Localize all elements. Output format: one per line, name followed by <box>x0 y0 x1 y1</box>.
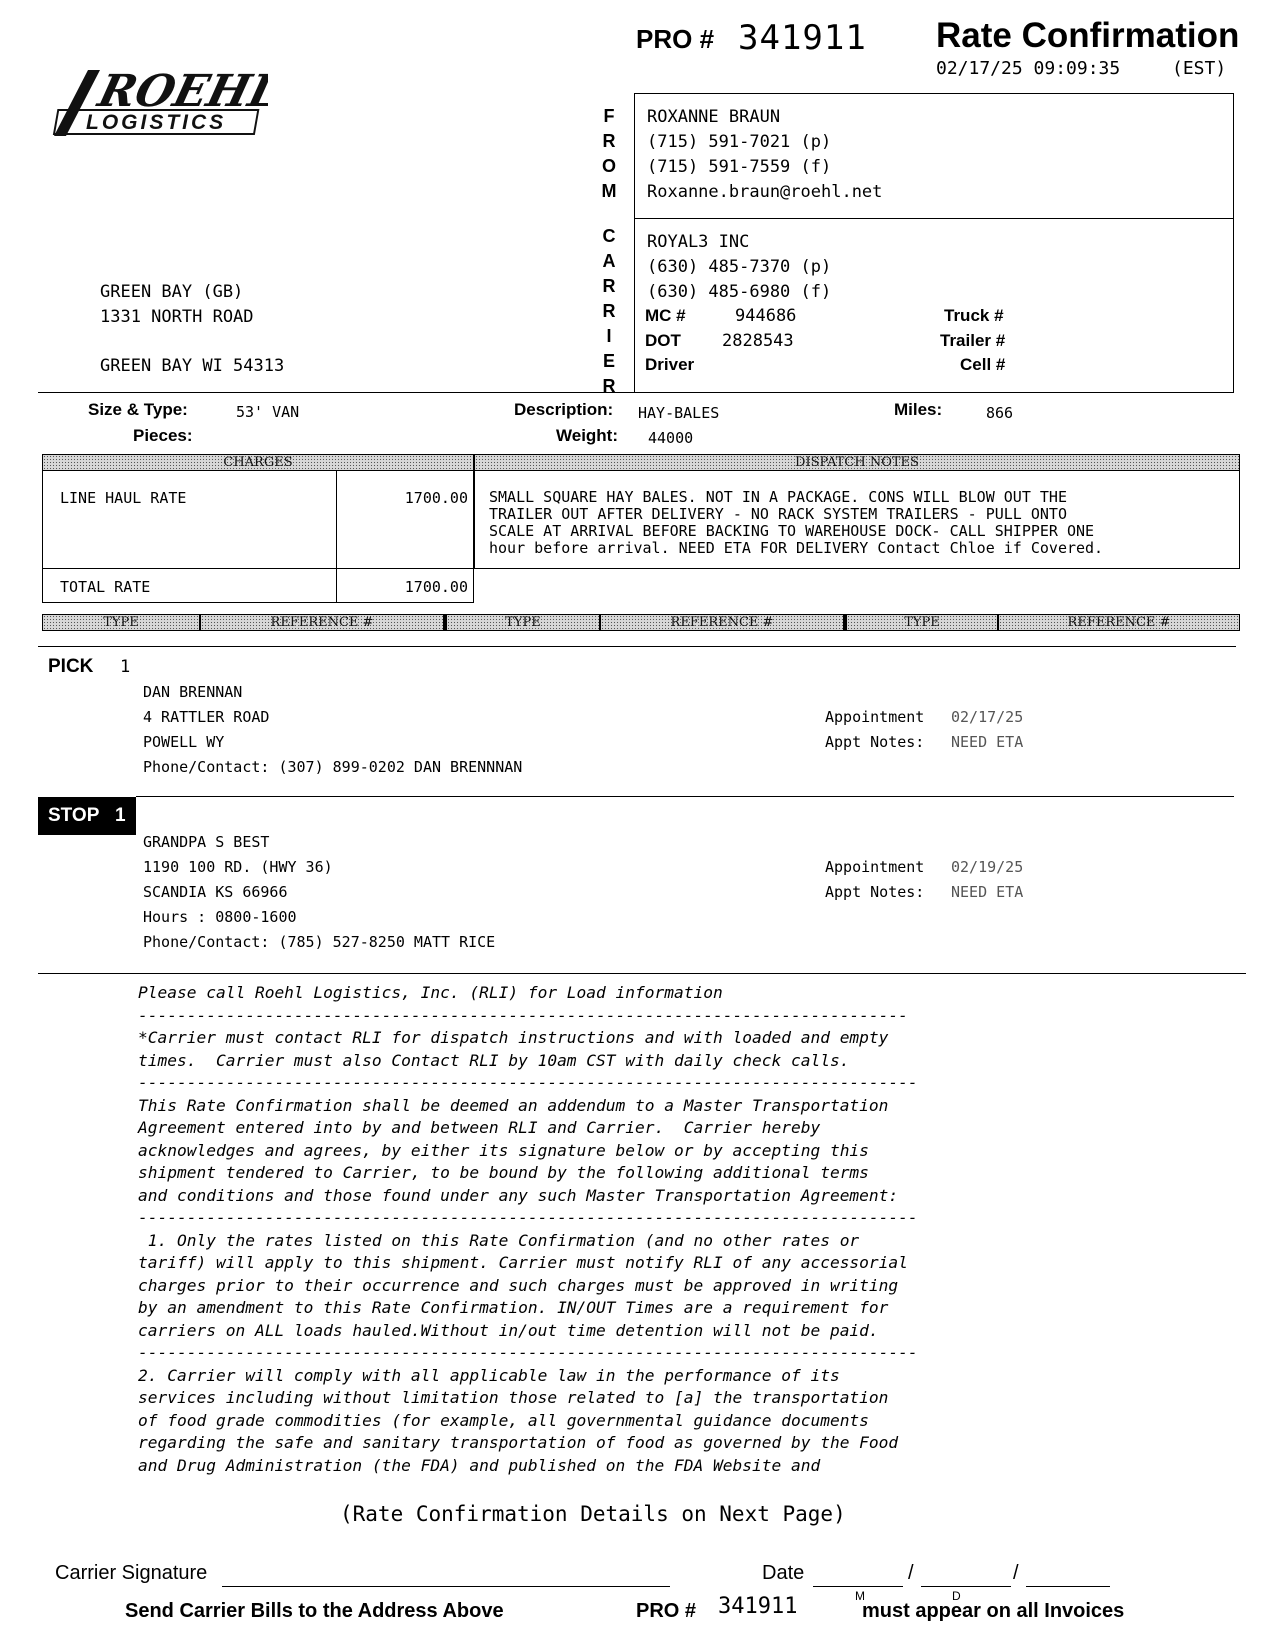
pick-number: 1 <box>120 657 131 677</box>
pieces-label: Pieces: <box>133 426 193 445</box>
office-line-3: GREEN BAY WI 54313 <box>100 356 285 376</box>
header-divider <box>38 392 634 393</box>
office-line-2: 1331 NORTH ROAD <box>100 307 254 327</box>
office-line-1: GREEN BAY (GB) <box>100 282 244 302</box>
print-datetime: 02/17/25 09:09:35 <box>936 58 1121 79</box>
dispatch-notes-header: DISPATCH NOTES <box>474 454 1240 471</box>
ref-number-header-2: REFERENCE # <box>600 614 844 631</box>
description-label: Description: <box>514 400 614 419</box>
logo <box>48 66 268 142</box>
dot-value: 2828543 <box>722 331 794 351</box>
pro-label: PRO # <box>636 24 715 54</box>
pick-line-4: Phone/Contact: (307) 899-0202 DAN BRENNNAN <box>143 758 523 776</box>
from-name: ROXANNE BRAUN <box>647 107 781 127</box>
stop-label: STOP <box>48 805 100 826</box>
from-fax: (715) 591-7559 (f) <box>647 157 832 177</box>
description-value: HAY-BALES <box>638 404 720 422</box>
weight-label: Weight: <box>556 426 619 445</box>
dispatch-note-line-1: SMALL SQUARE HAY BALES. NOT IN A PACKAGE. CONS WILL BLOW OUT THE <box>489 488 1067 506</box>
ref-number-header-3: REFERENCE # <box>998 614 1240 631</box>
from-phone: (715) 591-7021 (p) <box>647 132 832 152</box>
pick-line-2: 4 RATTLER ROAD <box>143 708 270 726</box>
send-bills-note: Send Carrier Bills to the Address Above <box>125 1600 504 1622</box>
pick-appointment-label: Appointment <box>825 708 925 726</box>
stop-appt-notes-label: Appt Notes: <box>825 883 925 901</box>
pick-line-1: DAN BRENNAN <box>143 683 243 701</box>
truck-label: Truck # <box>944 306 1004 325</box>
dispatch-note-line-3: SCALE AT ARRIVAL BEFORE BACKING TO WAREHOUSE DOCK- CALL SHIPPER ONE <box>489 522 1095 540</box>
next-page-note: (Rate Confirmation Details on Next Page) <box>340 1502 846 1526</box>
pick-appt-notes-label: Appt Notes: <box>825 733 925 751</box>
total-rate-label: TOTAL RATE <box>60 578 151 596</box>
must-appear-note: must appear on all Invoices <box>862 1600 1125 1622</box>
date-month-line[interactable] <box>813 1586 903 1587</box>
miles-label: Miles: <box>894 400 943 419</box>
date-day-hint: D <box>952 1589 961 1603</box>
stop-line-1: GRANDPA S BEST <box>143 833 270 851</box>
carrier-signature-label: Carrier Signature <box>55 1562 208 1584</box>
stop-appt-notes-value: NEED ETA <box>951 883 1024 901</box>
carrier-fax: (630) 485-6980 (f) <box>647 282 832 302</box>
ref-type-header-2: TYPE <box>444 614 600 631</box>
date-month-hint: M <box>855 1589 865 1603</box>
pick-appt-notes-value: NEED ETA <box>951 733 1024 751</box>
miles-value: 866 <box>986 404 1014 422</box>
svg-text:LOGISTICS: LOGISTICS <box>86 111 227 134</box>
dispatch-note-line-2: TRAILER OUT AFTER DELIVERY - NO RACK SYSTEM TRAILERS - PULL ONTO <box>489 505 1067 523</box>
stop-line-2: 1190 100 RD. (HWY 36) <box>143 858 333 876</box>
print-timezone: (EST) <box>1172 58 1227 79</box>
pick-label: PICK <box>48 656 94 677</box>
date-slash-1: / <box>908 1562 914 1584</box>
dot-label: DOT <box>645 331 681 350</box>
carrier-phone: (630) 485-7370 (p) <box>647 257 832 277</box>
from-side-label: F R O M <box>601 106 617 201</box>
driver-label: Driver <box>645 355 695 374</box>
ref-type-header-3: TYPE <box>844 614 998 631</box>
date-slash-2: / <box>1013 1562 1019 1584</box>
dispatch-note-line-4: hour before arrival. NEED ETA FOR DELIVERY Contact Chloe if Covered. <box>489 539 1104 557</box>
date-day-line[interactable] <box>921 1586 1011 1587</box>
trailer-label: Trailer # <box>940 331 1006 350</box>
charge-amount: 1700.00 <box>404 489 468 507</box>
carrier-signature-line[interactable] <box>222 1586 670 1587</box>
mc-label: MC # <box>645 306 686 325</box>
stop-appointment-label: Appointment <box>825 858 925 876</box>
pro-number: 341911 <box>738 18 867 58</box>
footer-pro-label: PRO # <box>636 1600 697 1622</box>
from-email[interactable]: Roxanne.braun@roehl.net <box>647 182 883 202</box>
svg-text:ROEHL: ROEHL <box>93 66 268 117</box>
charge-label: LINE HAUL RATE <box>60 489 187 507</box>
footer-pro-number: 341911 <box>718 1594 798 1619</box>
ref-type-header-1: TYPE <box>42 614 200 631</box>
stop-number: 1 <box>115 805 126 826</box>
stop-appointment-value: 02/19/25 <box>951 858 1024 876</box>
stop-line-3: SCANDIA KS 66966 <box>143 883 288 901</box>
carrier-side-label: C A R R I E R <box>602 226 616 396</box>
pick-appointment-value: 02/17/25 <box>951 708 1024 726</box>
ref-number-header-1: REFERENCE # <box>200 614 444 631</box>
charges-header: CHARGES <box>42 454 474 471</box>
stop-line-5: Phone/Contact: (785) 527-8250 MATT RICE <box>143 933 496 951</box>
total-rate-amount: 1700.00 <box>404 578 468 596</box>
pick-line-3: POWELL WY <box>143 733 225 751</box>
stop-line-4: Hours : 0800-1600 <box>143 908 297 926</box>
roehl-logo-icon <box>48 66 268 142</box>
terms-text: Please call Roehl Logistics, Inc. (RLI) for Load information ------------------------------------------------------------------------------- *Carrier must contact RLI for dispatch instructions and with loaded and empty times. Carrier must also Contact RLI by 10am CST with daily check calls. -------------------------------------------------------------------------------- This Rate Confirmation shall be deemed an addendum to a Master Transportation Agreement entered into by and between RLI and Carrier. Carrier hereby acknowledges and agrees, by either its signature below or by accepting this shipment tendered to Carrier, to be bound by the following additional terms and conditions and those found under any such Master Transportation Agreement: -------------------------------------------------------------------------------- 1. Only the rates listed on this Rate Confirmation (and no other rates or tariff) will apply to this shipment. Carrier must notify RLI of any accessorial charges prior to their occurrence and such charges must be approved in writing by an amendment to this Rate Confirmation. IN/OUT Times are a requirement for carriers on ALL loads hauled.Without in/out time detention will not be paid. -------------------------------------------------------------------------------- 2. Carrier will comply with all applicable law in the performance of its services including without limitation those related to [a] the transportation of food grade commodities (for example, all governmental guidance documents regarding the safe and sanitary transportation of food as governed by the Food and Drug Administration (the FDA) and published on the FDA Website and <box>138 983 918 1475</box>
date-year-line[interactable] <box>1026 1586 1110 1587</box>
size-type-label: Size & Type: <box>88 400 188 419</box>
date-label: Date <box>762 1562 805 1584</box>
weight-value: 44000 <box>648 429 694 447</box>
mc-value: 944686 <box>735 306 797 326</box>
carrier-name: ROYAL3 INC <box>647 232 750 252</box>
page-title: Rate Confirmation <box>936 16 1240 55</box>
size-type-value: 53' VAN <box>236 403 300 421</box>
cell-label: Cell # <box>960 355 1006 374</box>
